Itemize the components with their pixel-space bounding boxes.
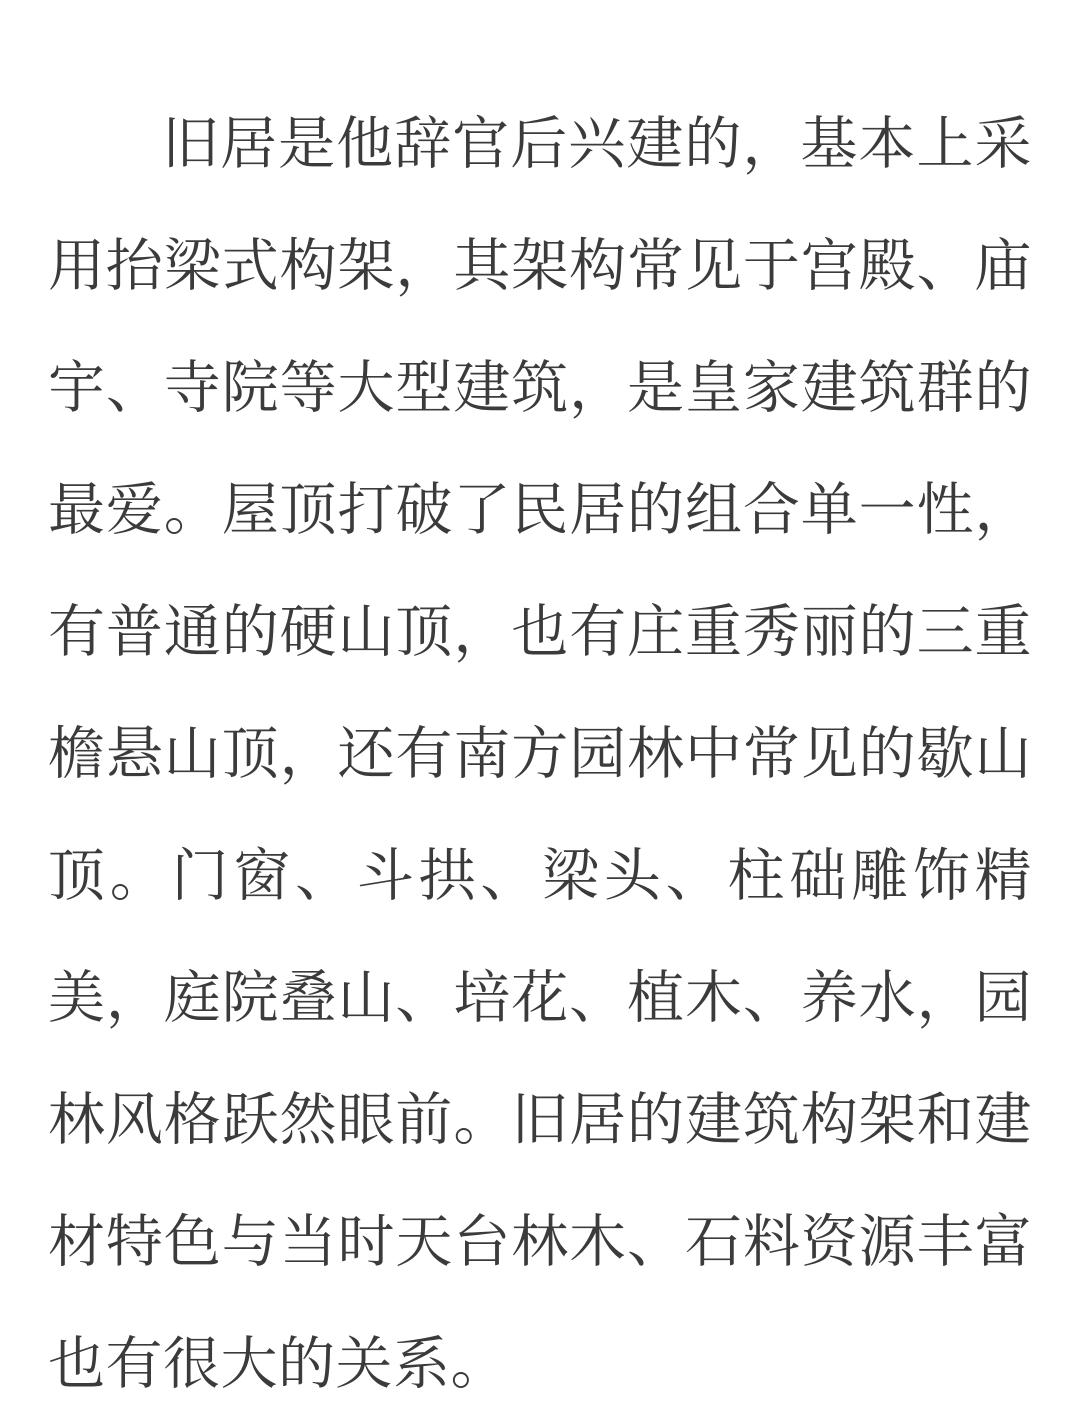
paragraph-text: 旧居是他辞官后兴建的，基本上采用抬梁式构架，其架构常见于宫殿、庙宇、寺院等大型建筑，是皇家建筑群的最爱。屋顶打破了民居的组合单一性，有普通的硬山顶，也有庄重秀丽的三重檐悬山顶，还有南方园林中常见的歇山顶。门窗、斗拱、梁头、柱础雕饰精美，庭院叠山、培花、植木、养水，园林风格跃然眼前。旧居的建筑构架和建材特色与当时天台林木、石料资源丰富也有很大的关系。 <box>48 112 1032 1396</box>
